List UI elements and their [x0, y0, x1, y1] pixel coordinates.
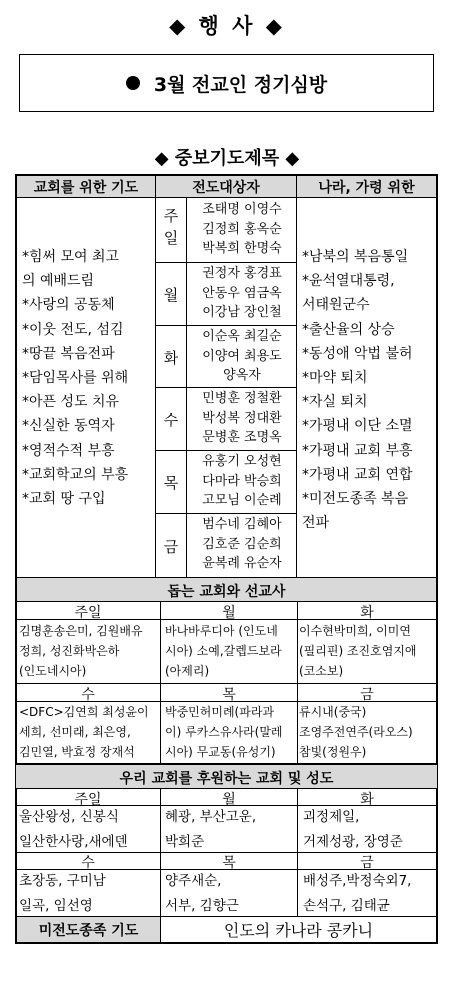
cell-line: 참빛(정원우) — [299, 745, 367, 759]
list-item: *담임목사를 위해 — [22, 370, 129, 387]
target-names — [188, 515, 296, 574]
day-label: 금 — [360, 687, 374, 703]
cell-line: 이) 루카스유사라(말레 — [165, 725, 283, 739]
name-line: 민병훈 정철환 — [202, 391, 282, 406]
list-item: *교회 땅 구입 — [22, 491, 106, 508]
name-line: 문병훈 조명옥 — [202, 430, 282, 445]
cell-line: 울산왕성, 신봉식 — [19, 809, 119, 825]
list-item: *가평내 교회 연합 — [302, 466, 413, 483]
cell-line: 초장동, 구미남 — [19, 873, 106, 889]
name-line: 박복희 한명숙 — [202, 241, 282, 256]
name-line: 박성복 정대환 — [202, 410, 282, 426]
list-item: *땅끝 복음전파 — [22, 345, 115, 362]
cell-line: 양주새순, — [165, 873, 222, 889]
list-item: *가평내 교회 부흥 — [302, 442, 413, 459]
day-label: 목 — [163, 474, 179, 492]
events-heading: ◆ 행 사 ◆ — [169, 14, 285, 38]
supporter-cell — [303, 805, 436, 855]
cell-line: 괴정제일, — [303, 809, 360, 825]
day-label: 수 — [81, 687, 95, 703]
day-label: 화 — [360, 605, 374, 621]
cell-line: 김명훈송은미, 김원배유 — [19, 624, 143, 638]
list-item: *미전도종족 복음 — [302, 491, 409, 508]
target-names — [188, 389, 296, 448]
list-item: *출산율의 상승 — [302, 321, 395, 338]
cell-line: <DFC>김연희 최성윤이 — [19, 705, 149, 719]
name-line: 고모님 이순례 — [202, 493, 282, 508]
cell-line: 조영주전연주(라오스) — [299, 725, 413, 739]
list-item: 의 예배드림 — [22, 273, 95, 290]
target-names — [188, 327, 296, 386]
list-item: *가평내 이단 소멸 — [302, 418, 413, 435]
unreached-value: 인도의 카나라 콩카니 — [223, 921, 374, 940]
cell-line: 혜광, 부산고운, — [165, 809, 257, 825]
day-label: 화 — [163, 349, 179, 367]
day-label: 주일 — [74, 792, 102, 808]
cell-line: 거제성광, 장영준 — [303, 834, 403, 850]
mission-cell — [165, 621, 297, 681]
day-label: 금 — [360, 855, 374, 871]
header-church: 교회를 위한 기도 — [33, 180, 139, 196]
list-item: *사랑의 공동체 — [22, 297, 115, 314]
supporters-heading: 우리 교회를 후원하는 교회 및 성도 — [119, 771, 334, 787]
cell-line: (아제리) — [165, 664, 210, 678]
supporter-cell — [165, 869, 297, 919]
day-label: 수 — [81, 855, 95, 871]
missions-heading: 돕는 교회와 선교사 — [167, 584, 286, 600]
list-item: *자실 퇴치 — [302, 394, 368, 411]
cell-line: 정희, 성진화박은하 — [19, 644, 120, 658]
cell-line: 이수현박미희, 이미연 — [299, 624, 411, 638]
church-prayer-list — [22, 245, 128, 511]
prayer-heading: ◆ 중보기도제목 ◆ — [154, 148, 300, 169]
name-line: 범수네 김혜아 — [202, 517, 282, 532]
list-item: *이웃 전도, 섬김 — [22, 321, 124, 338]
day-label-char: 일 — [163, 229, 179, 247]
cell-line: 손석구, 김태균 — [303, 898, 390, 914]
list-item: *마약 퇴치 — [302, 370, 368, 387]
cell-line: 박희준 — [165, 834, 205, 850]
cell-line: 배성주,박정숙외7, — [303, 873, 412, 889]
name-line: 김호준 김순희 — [202, 536, 282, 552]
name-line: 김정희 홍옥순 — [202, 221, 282, 237]
list-item: *동성애 악법 불허 — [302, 345, 413, 362]
cell-line: 서부, 김향근 — [165, 898, 239, 914]
name-line: 이양여 최용도 — [202, 348, 282, 364]
cell-line: (코소보) — [299, 664, 344, 678]
name-line: 이순옥 최길순 — [202, 329, 282, 344]
name-line: 윤복례 유순자 — [202, 556, 282, 571]
header-nation: 나라, 가령 위한 — [318, 180, 415, 196]
day-label: 월 — [222, 605, 236, 621]
list-item: *윤석열대통령, — [302, 273, 395, 290]
day-label: 목 — [222, 855, 236, 871]
cell-line: 박중민허미례(파라과 — [165, 705, 275, 719]
list-item: *힘써 모여 최고 — [22, 249, 120, 265]
bullet-icon — [126, 76, 140, 90]
name-line: 유홍기 오성현 — [202, 454, 282, 469]
mission-cell — [19, 702, 160, 762]
target-names — [188, 264, 296, 323]
day-label: 월 — [222, 792, 236, 808]
list-item: 서태원군수 — [302, 297, 370, 314]
list-item: *아픈 성도 치유 — [22, 394, 120, 411]
cell-line: (인도네시아) — [19, 664, 87, 678]
mission-cell — [299, 621, 436, 681]
cell-line: 세희, 선미래, 최은영, — [19, 725, 131, 739]
day-label: 금 — [163, 538, 179, 556]
nation-prayer-list — [302, 245, 413, 535]
header-targets: 전도대상자 — [192, 180, 260, 196]
cell-line: 일산한사랑,새에덴 — [19, 834, 128, 850]
list-item: *교회학교의 부흥 — [22, 466, 129, 483]
cell-line: (필리핀) 조진호염지애 — [299, 644, 417, 658]
target-names — [188, 452, 296, 511]
day-label: 월 — [163, 286, 179, 304]
supporter-cell — [165, 805, 297, 855]
name-line: 권정자 홍경표 — [202, 266, 282, 281]
name-line: 다마라 박승희 — [202, 473, 282, 489]
day-label: 화 — [360, 792, 374, 808]
day-label: 수 — [163, 411, 179, 429]
name-line: 안동우 염금옥 — [202, 285, 282, 301]
mission-cell — [299, 702, 436, 762]
event-box — [19, 54, 434, 112]
unreached-label: 미전도종족 기도 — [38, 923, 139, 939]
supporter-cell — [19, 869, 160, 919]
list-item: 전파 — [302, 515, 330, 532]
target-names — [188, 200, 296, 259]
day-label — [156, 205, 186, 249]
mission-cell — [19, 621, 160, 681]
cell-line: 일곡, 임선영 — [19, 898, 93, 914]
cell-line: 류시내(중국) — [299, 705, 367, 719]
day-label: 주일 — [74, 605, 102, 621]
name-line: 조태명 이영수 — [202, 202, 282, 217]
cell-line: 시아) 무교동(유성기) — [165, 745, 276, 759]
name-line: 이강남 장인철 — [202, 305, 282, 320]
day-label: 목 — [222, 687, 236, 703]
supporter-cell — [19, 805, 160, 855]
list-item: *남북의 복음통일 — [302, 249, 409, 265]
cell-line: 바나바루디아 (인도네 — [165, 624, 278, 638]
event-item: 3월 전교인 정기심방 — [153, 73, 328, 96]
day-label-char: 주 — [163, 207, 179, 225]
supporter-cell — [303, 869, 436, 919]
list-item: *영적수적 부흥 — [22, 442, 115, 459]
mission-cell — [165, 702, 297, 762]
cell-line: 시아) 소예,갈렙드보라 — [165, 644, 282, 658]
name-line: 양옥자 — [223, 368, 261, 383]
cell-line: 김민열, 박효정 장재석 — [19, 745, 135, 759]
list-item: *신실한 동역자 — [22, 418, 115, 435]
